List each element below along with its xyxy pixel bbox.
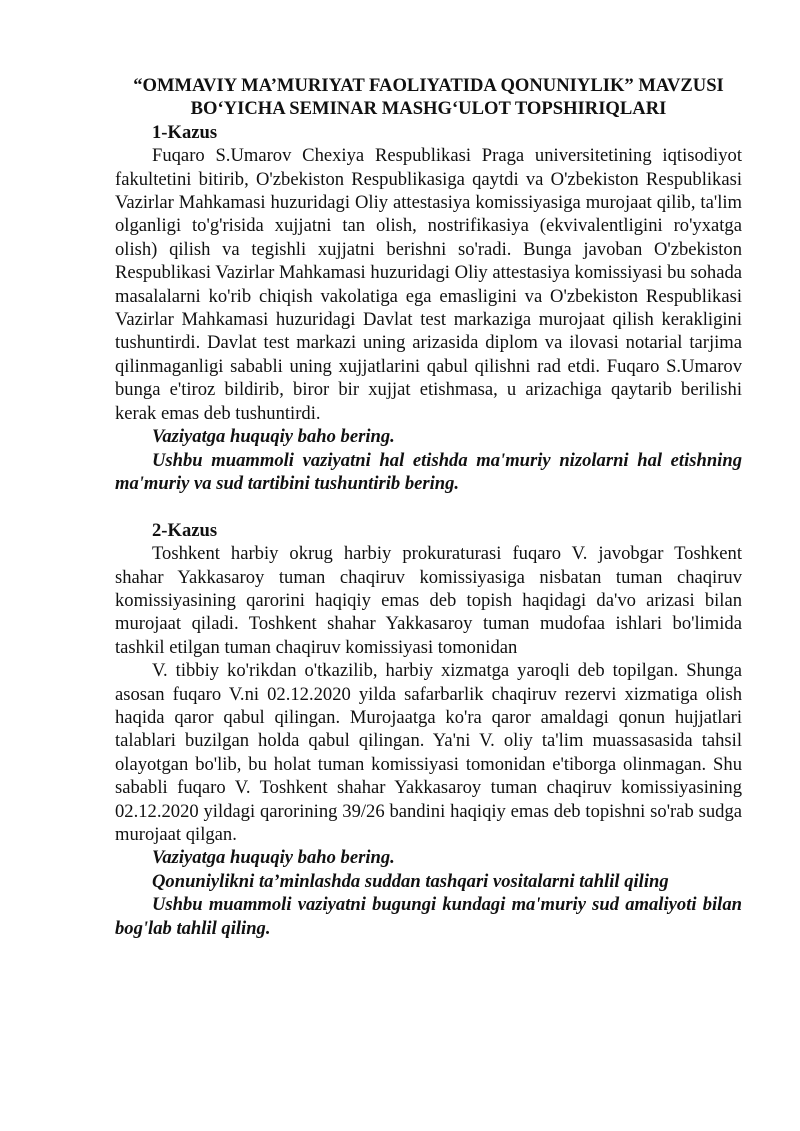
case-2-task-1: Vaziyatga huquqiy baho bering. — [152, 847, 395, 869]
document-page — [115, 74, 742, 940]
title-line-1: “OMMAVIY MA’MURIYAT FAOLIYATIDA QONUNIYLIK” MAVZUSI — [133, 75, 724, 96]
section-spacer — [115, 495, 742, 518]
title-line-2: BO‘YICHA SEMINAR MASHG‘ULOT TOPSHIRIQLARI — [190, 98, 667, 120]
case-2-paragraph-1: Toshkent harbiy okrug harbiy prokuraturasi fuqaro V. javobgar Toshkent shahar Yakkasaroy tuman chaqiruv komissiyasiga nisbatan tuman chaqiruv komissiyasining qarorini haqiqiy emas deb topish haqidagi da'vo arizasi bilan murojaat qiladi. Toshkent shahar Yakkasaroy tuman mudofaa ishlari bo'limida tashkil etilgan tuman chaqiruv komissiyasi tomonidan — [115, 543, 742, 658]
case-1 — [115, 121, 742, 496]
case-2-heading: 2-Kazus — [152, 519, 218, 541]
case-2-task-2: Qonuniylikni ta’minlashda suddan tashqari vositalarni tahlil qiling — [152, 870, 669, 892]
case-1-heading: 1-Kazus — [152, 121, 218, 143]
case-2-paragraph-2: V. tibbiy ko'rikdan o'tkazilib, harbiy xizmatga yaroqli deb topilgan. Shunga asosan fuqaro V.ni 02.12.2020 yilda safarbarlik chaqiruv rezervi xizmatiga olish haqida qaror qabul qilingan. Murojaatga ko'ra qaror amaldagi qonun hujjatlari talablari buzilgan holda qabul qilingan. Ya'ni V. oliy ta'lim muassasasida tahsil olayotgan bo'lib, bu holat tuman komissiyasi tomonidan e'tiborga olinmagan. Shu sababli fuqaro V. Toshkent shahar Yakkasaroy tuman chaqiruv komissiyasining 02.12.2020 yildagi qarorining 39/26 bandini haqiqiy emas deb topishni so'rab sudga murojaat qilgan. — [115, 660, 742, 845]
case-2-task-3: Ushbu muammoli vaziyatni bugungi kundagi ma'muriy sud amaliyoti bilan bog'lab tahlil qiling. — [115, 894, 742, 939]
case-1-task-2: Ushbu muammoli vaziyatni hal etishda ma'muriy nizolarni hal etishning ma'muriy va sud tartibini tushuntirib bering. — [115, 449, 742, 494]
case-1-paragraph-1: Fuqaro S.Umarov Chexiya Respublikasi Praga universitetining iqtisodiyot fakultetini bitirib, O'zbekiston Respublikasiga qaytdi va O'zbekiston Respublikasi Vazirlar Mahkamasi huzuridagi Oliy attestasiya komissiyasiga murojaat qilib, ta'lim olganligi to'g'risida xujjatni tan olish, nostrifikasiya (ekvivalentligini ro'yxatga olish) qilish va tegishli xujjatni berishni so'radi. Bunga javoban O'zbekiston Respublikasi Vazirlar Mahkamasi huzuridagi Oliy attestasiya komissiyasi bu sohada masalalarni ko'rib chiqish vakolatiga ega emasligini va O'zbekiston Respublikasi Vazirlar Mahkamasi huzuridagi Davlat test markaziga murojaat qilish kerakligini tushuntirdi. Davlat test markazi uning arizasida diplom va ilovasi notarial tarjima qilinmaganligi sababli uning xujjatlarini qabul qilishni rad etdi. Fuqaro S.Umarov bunga e'tiroz bildirib, biror bir xujjat etishmasa, u arizachiga qaytarib berilishi kerak emas deb tushuntirdi. — [115, 145, 742, 424]
case-2 — [115, 519, 742, 940]
document-title — [115, 74, 742, 121]
case-1-task-1: Vaziyatga huquqiy baho bering. — [152, 426, 395, 448]
